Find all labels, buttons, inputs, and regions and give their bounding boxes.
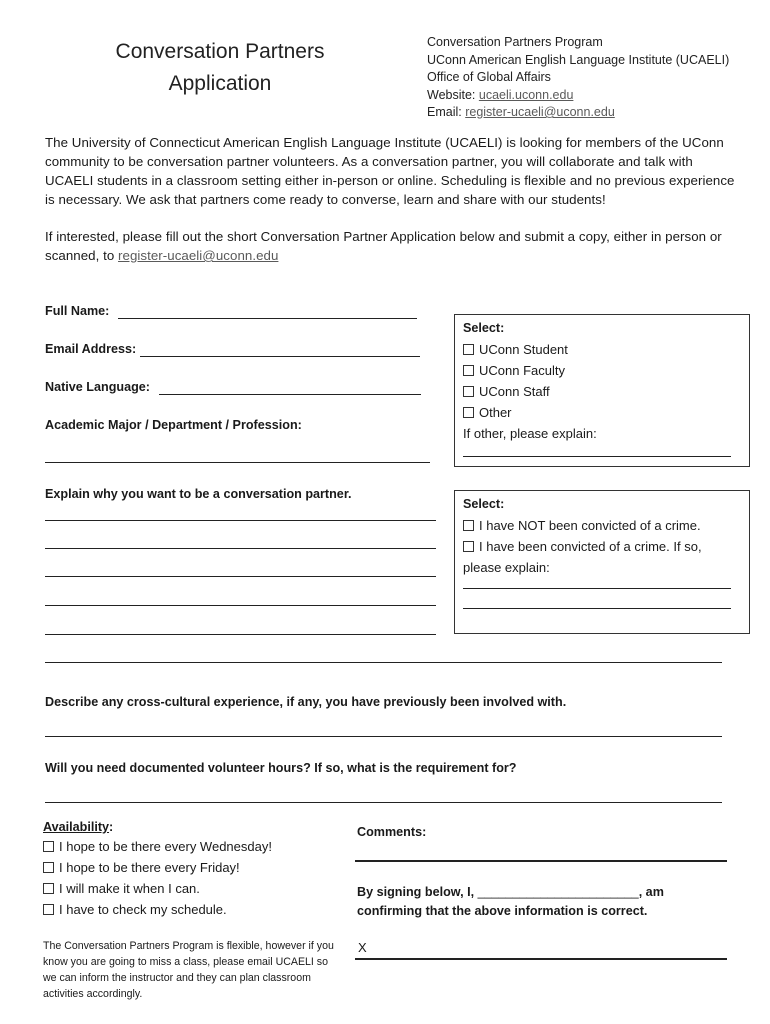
- option-convicted[interactable]: [463, 536, 702, 557]
- option-other[interactable]: [463, 402, 597, 423]
- option-label: UConn Student: [479, 342, 568, 357]
- email-label: Email:: [427, 105, 466, 119]
- org-info: [427, 34, 729, 122]
- intro-paragraph-2-text: If interested, please fill out the short Conversation Partner Application below and submit a copy, either in person or scanned, to: [45, 229, 722, 263]
- why-partner-line[interactable]: [45, 548, 436, 549]
- conviction-explain-field[interactable]: [463, 608, 731, 609]
- availability-option-friday[interactable]: [43, 857, 272, 878]
- native-language-field[interactable]: [159, 394, 421, 395]
- checkbox-icon[interactable]: [43, 883, 54, 894]
- option-label: I hope to be there every Wednesday!: [59, 839, 272, 854]
- page-title: [60, 36, 380, 100]
- why-partner-line[interactable]: [45, 576, 436, 577]
- volunteer-hours-label: Will you need documented volunteer hours? If so, what is the requirement for?: [45, 761, 517, 775]
- email-row: [427, 104, 729, 122]
- why-partner-line[interactable]: [45, 662, 722, 663]
- option-label: I have been convicted of a crime. If so,: [479, 539, 702, 554]
- checkbox-icon[interactable]: [43, 862, 54, 873]
- org-line: Conversation Partners Program: [427, 35, 603, 49]
- affiliation-select-header: Select:: [463, 321, 505, 335]
- signature-confirmation: confirming that the above information is correct.: [357, 904, 648, 918]
- title-line-2: Application: [168, 72, 272, 95]
- option-uconn-student[interactable]: [463, 339, 597, 360]
- why-partner-line[interactable]: [45, 520, 436, 521]
- checkbox-icon[interactable]: [43, 904, 54, 915]
- cross-cultural-label: Describe any cross-cultural experience, if any, you have previously been involved with.: [45, 695, 567, 709]
- intro: [45, 133, 735, 283]
- signature-statement: [357, 885, 664, 899]
- title-line-1: Conversation Partners: [115, 40, 325, 63]
- website-label: Website:: [427, 87, 479, 102]
- email-address-field[interactable]: [140, 356, 420, 357]
- signature-x-mark: X: [358, 940, 367, 955]
- checkbox-icon[interactable]: [463, 344, 474, 355]
- option-uconn-staff[interactable]: [463, 381, 597, 402]
- why-partner-label: Explain why you want to be a conversation partner.: [45, 487, 352, 501]
- conviction-explain-label: please explain:: [463, 560, 550, 575]
- website-row: [427, 87, 729, 105]
- conviction-explain-field[interactable]: [463, 588, 731, 589]
- option-label: UConn Faculty: [479, 363, 565, 378]
- checkbox-icon[interactable]: [463, 407, 474, 418]
- other-explain-label: If other, please explain:: [463, 426, 597, 441]
- intro-paragraph-2: [45, 227, 735, 265]
- major-label: Academic Major / Department / Profession:: [45, 418, 302, 432]
- availability-header: [43, 818, 272, 836]
- option-label: UConn Staff: [479, 384, 550, 399]
- option-label: I have NOT been convicted of a crime.: [479, 518, 701, 533]
- signature-text-end: , am: [638, 885, 664, 899]
- availability-option-check-schedule[interactable]: [43, 899, 272, 920]
- cross-cultural-field[interactable]: [45, 736, 722, 737]
- option-uconn-faculty[interactable]: [463, 360, 597, 381]
- why-partner-line[interactable]: [45, 634, 436, 635]
- full-name-field[interactable]: [118, 318, 417, 319]
- conviction-select-header: Select:: [463, 497, 505, 511]
- conviction-select-box: [454, 490, 750, 634]
- signature-name-blank[interactable]: _______________________: [477, 885, 639, 899]
- full-name-label: Full Name:: [45, 304, 110, 318]
- availability-colon: :: [109, 820, 114, 834]
- org-line: UConn American English Language Institute (UCAELI): [427, 52, 730, 67]
- option-label: I will make it when I can.: [59, 881, 200, 896]
- option-label: I hope to be there every Friday!: [59, 860, 240, 875]
- website-link[interactable]: ucaeli.uconn.edu: [478, 87, 574, 102]
- availability-section: [43, 818, 272, 920]
- volunteer-hours-field[interactable]: [45, 802, 722, 803]
- intro-paragraph-1: The University of Connecticut American English Language Institute (UCAELI) is looking for members of the UConn community to be conversation partner volunteers. As a conversation partner, you will collaborate and talk with UCAELI students in a classroom setting either in-person or online. Scheduling is flexible and no previous experience is necessary. We ask that partners come ready to converse, learn and share with our students!: [45, 135, 735, 207]
- major-field[interactable]: [45, 462, 430, 463]
- why-partner-line[interactable]: [45, 605, 436, 606]
- availability-option-when-can[interactable]: [43, 878, 272, 899]
- checkbox-icon[interactable]: [463, 520, 474, 531]
- affiliation-select-box: [454, 314, 750, 467]
- availability-note: The Conversation Partners Program is flexible, however if you know you are going to miss a class, please email UCAELI so we can inform the instructor and they can plan classroom activities accordingly.: [43, 940, 334, 1000]
- org-line: Office of Global Affairs: [427, 70, 551, 84]
- option-not-convicted[interactable]: [463, 515, 702, 536]
- checkbox-icon[interactable]: [463, 386, 474, 397]
- checkbox-icon[interactable]: [43, 841, 54, 852]
- comments-label: Comments:: [357, 825, 427, 839]
- comments-field[interactable]: [355, 860, 727, 862]
- signature-text-start: By signing below, I,: [357, 885, 478, 899]
- email-link[interactable]: register-ucaeli@uconn.edu: [465, 105, 615, 119]
- native-language-label: Native Language:: [45, 380, 150, 394]
- checkbox-icon[interactable]: [463, 541, 474, 552]
- submit-email-link[interactable]: register-ucaeli@uconn.edu: [118, 248, 279, 263]
- signature-field[interactable]: [355, 958, 727, 960]
- other-explain-field[interactable]: [463, 456, 731, 457]
- email-address-label: Email Address:: [45, 342, 137, 356]
- checkbox-icon[interactable]: [463, 365, 474, 376]
- availability-title: Availability: [43, 820, 110, 834]
- option-label: I have to check my schedule.: [59, 902, 227, 917]
- option-label: Other: [479, 405, 512, 420]
- availability-option-wednesday[interactable]: [43, 836, 272, 857]
